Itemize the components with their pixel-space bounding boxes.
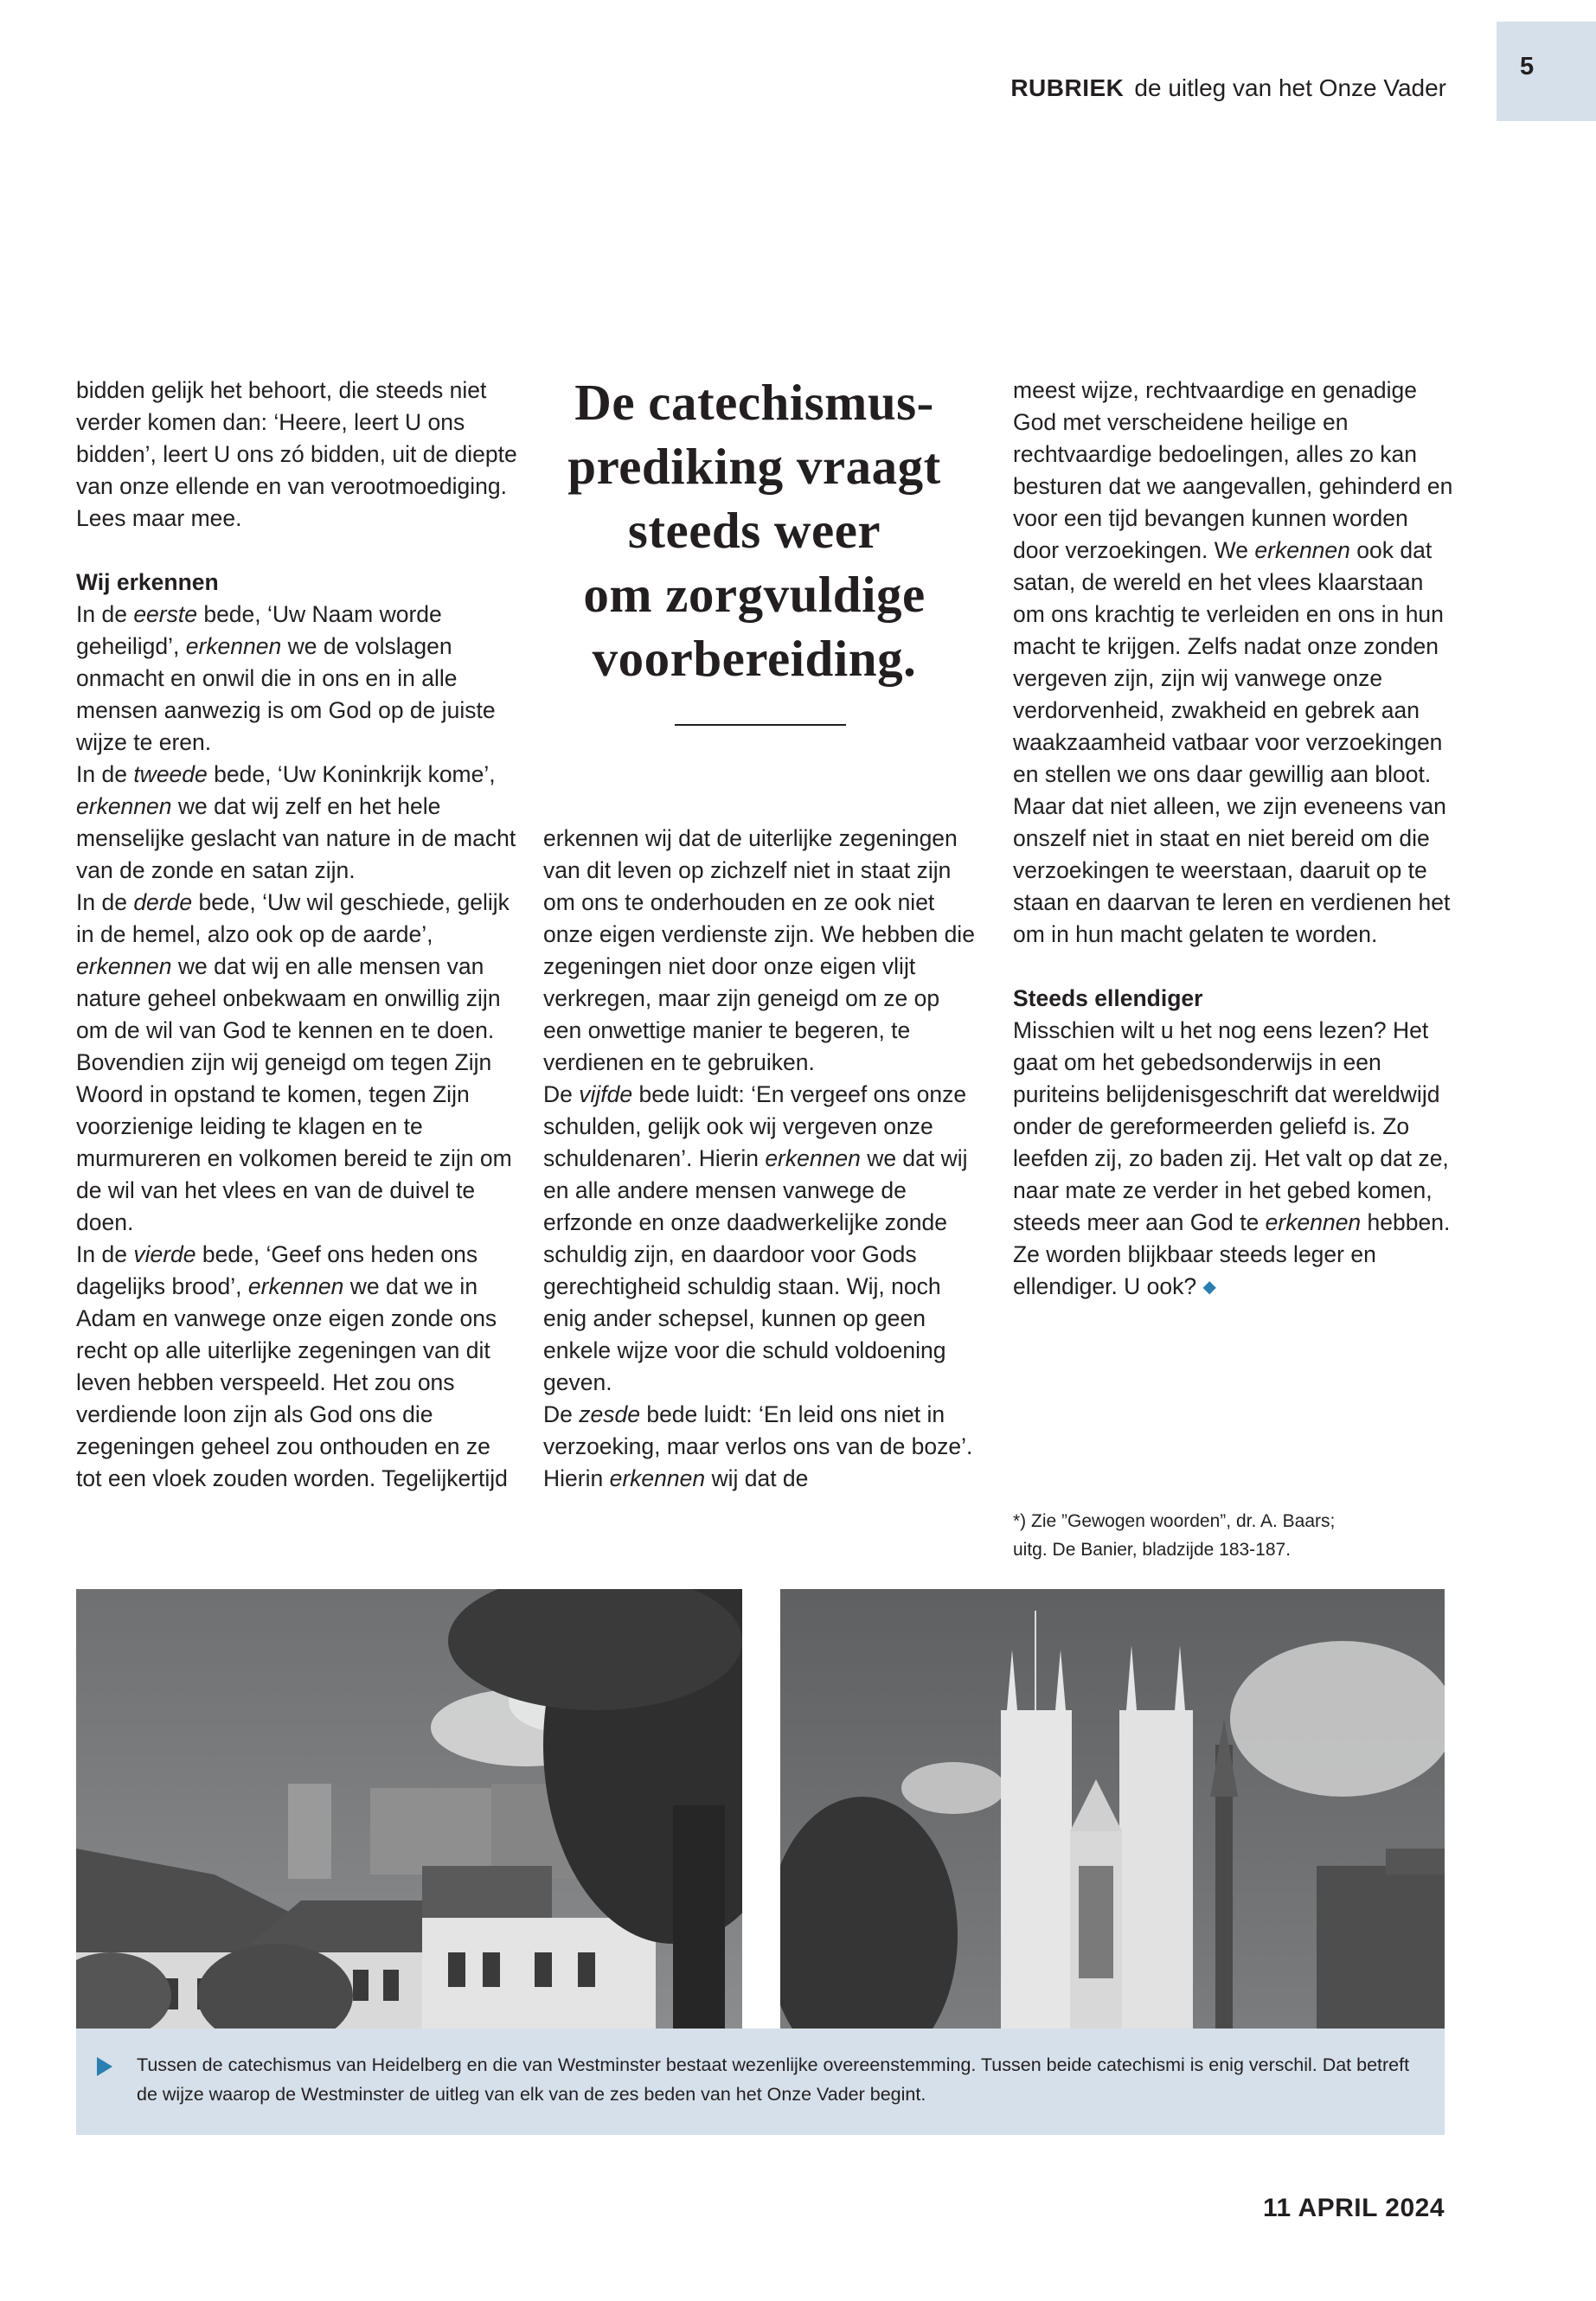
emphasis: erkennen (76, 793, 172, 819)
emphasis: erkennen (1265, 1209, 1362, 1235)
pull-quote-line: voorbereiding. (592, 630, 917, 687)
footnote (1013, 1507, 1445, 1564)
page-number: 5 (1520, 53, 1535, 80)
text: we dat wij en alle mensen van nature geheel onbekwaam en onwillig zijn om de wil van God te kennen en te doen. Bovendien zijn wij geneigd om tegen Zijn Woord in opstand te komen, tegen Zijn voorzienige leiding te klagen en te murmureren en volkomen bereid te zijn om de wil van het vlees en van de duivel te doen. (76, 953, 512, 1235)
text: In de (76, 761, 134, 787)
emphasis: derde (133, 889, 193, 915)
pull-quote-line: prediking vraagt (567, 438, 941, 495)
issue-date: 11 APRIL 2024 (1263, 2194, 1445, 2222)
emphasis: tweede (133, 761, 208, 787)
paragraph-closing (1013, 1015, 1454, 1304)
section-label: RUBRIEK (1010, 74, 1125, 101)
play-triangle-icon (97, 2057, 112, 2076)
text: Misschien wilt u het nog eens lezen? Het gaat om het gebedsonderwijs in een puriteins belijdenisgeschrift dat wereldwijd onder de gereformeerden geliefd is. Zo leefden zij, zo baden zij. Het valt op dat ze, naar mate ze verder in het gebed komen, steeds meer aan God te (1013, 1017, 1449, 1235)
footnote-line: uitg. De Banier, bladzijde 183-187. (1013, 1540, 1292, 1560)
text: In de (76, 1241, 134, 1267)
photo-caption (76, 2029, 1445, 2135)
text: wij dat de (705, 1465, 809, 1491)
paragraph-continued (1013, 375, 1454, 951)
column-left (76, 375, 517, 1495)
column-right (1013, 375, 1454, 1304)
spacer (1013, 951, 1454, 983)
text: In de (76, 601, 134, 627)
text: bede, ‘Geef ons heden ons dagelijks brood’, (76, 1241, 478, 1299)
footnote-line: *) Zie ”Gewogen woorden”, dr. A. Baars; (1013, 1511, 1336, 1531)
text: In de (76, 889, 134, 915)
text: meest wijze, rechtvaardige en genadige God met verscheidene heilige en rechtvaardige bedoelingen, alles zo kan besturen dat we aangevallen, gehinderd en voor een tijd bevangen kunnen worden door verzoekingen. We (1013, 377, 1453, 563)
column-middle (543, 823, 980, 1495)
photo-westminster (780, 1589, 1445, 2029)
text: bede, ‘Uw wil geschiede, gelijk in de hemel, alzo ook op de aarde’, (76, 889, 510, 947)
paragraph-continued: erkennen wij dat de uiterlijke zegeningen van dit leven op zichzelf niet in staat zijn om ons te onderhouden en ze ook niet onze eigen verdienste zijn. We hebben die zegeningen niet door onze eigen vlijt verkregen, maar zijn geneigd om ze op een onwettige manier te begeren, te verdienen en te gebruiken. (543, 825, 975, 1075)
caption-text: Tussen de catechismus van Heidelberg en die van Westminster bestaat wezenlijke overeenstemming. Tussen beide catechismi is enig verschil. Dat betreft de wijze waarop de Westminster de uitleg van elk van de zes beden van het Onze Vader begint. (137, 2054, 1410, 2105)
photo-heidelberg (76, 1589, 742, 2029)
text: we de volslagen onmacht en onwil die in ons en in alle mensen aanwezig is om God op de juiste wijze te eren. (76, 633, 496, 755)
subheading-wij-erkennen: Wij erkennen (76, 569, 219, 595)
pull-quote-line: om zorgvuldige (583, 566, 926, 623)
westminster-photo-image (780, 1589, 1445, 2029)
paragraph-eerste-bede (76, 599, 517, 759)
text: De (543, 1081, 580, 1107)
pull-quote-line: De catechismus- (574, 374, 934, 431)
emphasis: zesde (579, 1401, 640, 1427)
text: ook dat satan, de wereld en het vlees klaarstaan om ons krachtig te verleiden en ons in hun macht te krijgen. Zelfs nadat onze zonden vergeven zijn, zijn wij vanwege onze verdorvenheid, zwakheid en gebrek aan waakzaamheid vatbaar voor verzoekingen en stellen we ons daar gewillig aan bloot. Maar dat niet alleen, we zijn eveneens van onszelf niet in staat en niet bereid om die verzoekingen te weerstaan, daaruit op te staan en daarvan te leren en verdienen het om in hun macht gelaten te worden. (1013, 537, 1451, 947)
emphasis: erkennen (247, 1273, 344, 1299)
spacer (76, 535, 517, 567)
emphasis: erkennen (609, 1465, 706, 1491)
pull-quote-divider (675, 724, 846, 726)
paragraph-tweede-bede (76, 759, 517, 887)
emphasis: erkennen (76, 953, 172, 979)
text: bede luidt: ‘En vergeef ons onze schulden, gelijk ook wij vergeven onze schuldenaren’. Hierin (543, 1081, 967, 1171)
text: we dat we in Adam en vanwege onze eigen zonde ons recht op alle uiterlijke zegeningen van dit leven hebben verspeeld. Het zou ons verdiende loon zijn als God ons die zegeningen geheel zou onthouden en ze tot een vloek zouden worden. Tegelijkertijd (76, 1273, 508, 1491)
end-of-article-diamond-icon: ◆ (1202, 1278, 1216, 1297)
text: bede, ‘Uw Naam worde geheiligd’, (76, 601, 442, 659)
text: bede, ‘Uw Koninkrijk kome’, (207, 761, 496, 787)
heidelberg-photo-image (76, 1589, 742, 2029)
text: we dat wij zelf en het hele menselijke geslacht van nature in de macht van de zonde en satan zijn. (76, 793, 516, 883)
paragraph-derde-bede (76, 887, 517, 1239)
text: hebben. Ze worden blijkbaar steeds leger en ellendiger. U ook? (1013, 1209, 1451, 1299)
paragraph-zesde-bede (543, 1399, 980, 1495)
text: we dat wij en alle andere mensen vanwege de erfzonde en onze daadwerkelijke zonde schuldig zijn, en daardoor voor Gods gerechtigheid schuldig staan. Wij, noch enig ander schepsel, kunnen op geen enkele wijze voor die schuld voldoening geven. (543, 1145, 968, 1395)
emphasis: vijfde (579, 1081, 633, 1107)
page-number-tab (1497, 22, 1596, 121)
pull-quote-line: steeds weer (627, 502, 881, 559)
paragraph-vierde-bede (76, 1239, 517, 1495)
paragraph-vijfde-bede (543, 1079, 980, 1399)
section-title: de uitleg van het Onze Vader (1134, 74, 1446, 101)
emphasis: erkennen (185, 633, 282, 659)
emphasis: vierde (133, 1241, 196, 1267)
running-header (865, 74, 1446, 102)
text: De (543, 1401, 580, 1427)
intro-paragraph: bidden gelijk het behoort, die steeds niet verder komen dan: ‘Heere, leert U ons bidden’, leert U ons zó bidden, uit de diepte van onze ellende en van verootmoediging. Lees maar mee. (76, 377, 517, 531)
emphasis: erkennen (765, 1145, 861, 1171)
emphasis: erkennen (1254, 537, 1350, 563)
subheading-steeds-ellendiger: Steeds ellendiger (1013, 985, 1203, 1011)
pull-quote (538, 370, 971, 690)
emphasis: eerste (133, 601, 197, 627)
text: bede luidt: ‘En leid ons niet in verzoeking, maar verlos ons van de boze’. Hierin (543, 1401, 973, 1491)
